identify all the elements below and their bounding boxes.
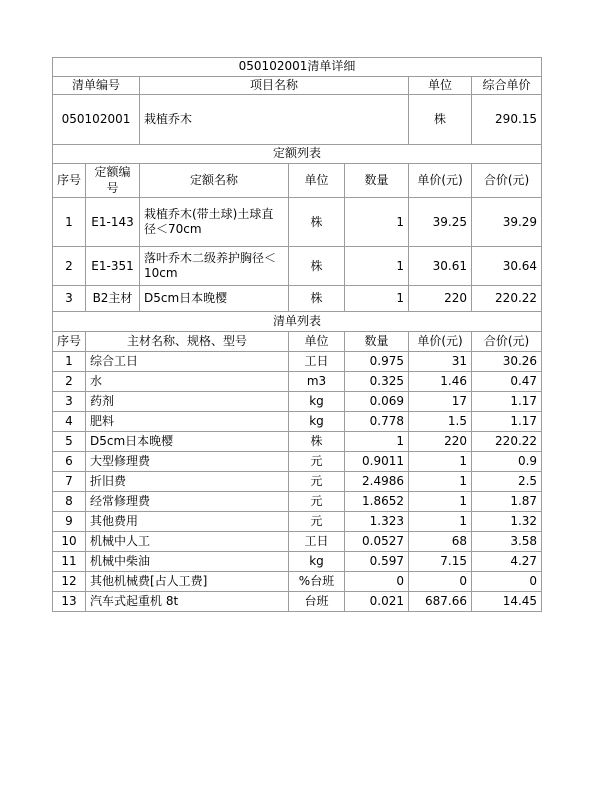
- material-table-row: [53, 532, 542, 552]
- quota-header-code: 定额编号: [86, 164, 140, 198]
- material-cell-index: 4: [53, 412, 86, 432]
- materials-rows-section: [53, 352, 542, 612]
- quota-cell-code: B2主材: [86, 286, 140, 312]
- table-row: [53, 332, 542, 352]
- material-cell-qty: 0.597: [345, 552, 409, 572]
- quota-cell-price: 30.61: [409, 247, 472, 286]
- material-cell-unit: 工日: [289, 532, 345, 552]
- quota-cell-qty: 1: [345, 247, 409, 286]
- material-cell-qty: 2.4986: [345, 472, 409, 492]
- quota-section-title: 定额列表: [53, 145, 542, 164]
- material-table-row: [53, 372, 542, 392]
- material-cell-index: 8: [53, 492, 86, 512]
- material-cell-total: 2.5: [472, 472, 542, 492]
- quota-cell-price: 220: [409, 286, 472, 312]
- quota-cell-price: 39.25: [409, 198, 472, 247]
- material-cell-total: 1.17: [472, 412, 542, 432]
- material-cell-name: 折旧费: [86, 472, 289, 492]
- material-cell-index: 13: [53, 592, 86, 612]
- material-cell-qty: 0.069: [345, 392, 409, 412]
- material-table-row: [53, 492, 542, 512]
- summary-header-name: 项目名称: [140, 76, 409, 95]
- material-cell-total: 1.32: [472, 512, 542, 532]
- quota-cell-code: E1-351: [86, 247, 140, 286]
- material-table-row: [53, 452, 542, 472]
- table-row: [53, 95, 542, 145]
- material-table-row: [53, 512, 542, 532]
- material-cell-unit: %台班: [289, 572, 345, 592]
- material-cell-qty: 0.9011: [345, 452, 409, 472]
- quota-table-row: [53, 286, 542, 312]
- materials-header-index: 序号: [53, 332, 86, 352]
- material-cell-qty: 0.0527: [345, 532, 409, 552]
- material-cell-qty: 1.323: [345, 512, 409, 532]
- summary-cell-code: 050102001: [53, 95, 140, 145]
- summary-header-code: 清单编号: [53, 76, 140, 95]
- quota-cell-unit: 株: [289, 247, 345, 286]
- material-cell-total: 0: [472, 572, 542, 592]
- material-cell-price: 1.5: [409, 412, 472, 432]
- quota-cell-total: 39.29: [472, 198, 542, 247]
- table-row: [53, 312, 542, 332]
- material-cell-price: 17: [409, 392, 472, 412]
- quota-cell-index: 3: [53, 286, 86, 312]
- material-cell-qty: 0.325: [345, 372, 409, 392]
- material-cell-index: 10: [53, 532, 86, 552]
- material-table-row: [53, 412, 542, 432]
- quota-table-row: [53, 247, 542, 286]
- material-cell-index: 2: [53, 372, 86, 392]
- material-cell-name: 其他机械费[占人工费]: [86, 572, 289, 592]
- quota-cell-index: 2: [53, 247, 86, 286]
- material-cell-total: 220.22: [472, 432, 542, 452]
- quota-cell-index: 1: [53, 198, 86, 247]
- quota-cell-unit: 株: [289, 198, 345, 247]
- material-cell-unit: 株: [289, 432, 345, 452]
- material-table-row: [53, 552, 542, 572]
- material-cell-total: 0.9: [472, 452, 542, 472]
- summary-section: [53, 58, 542, 198]
- material-cell-total: 1.87: [472, 492, 542, 512]
- table-row: [53, 76, 542, 95]
- material-cell-qty: 0.021: [345, 592, 409, 612]
- material-cell-index: 7: [53, 472, 86, 492]
- material-cell-name: 肥料: [86, 412, 289, 432]
- material-cell-name: 汽车式起重机 8t: [86, 592, 289, 612]
- material-cell-total: 4.27: [472, 552, 542, 572]
- material-table-row: [53, 352, 542, 372]
- material-cell-total: 3.58: [472, 532, 542, 552]
- material-table-row: [53, 592, 542, 612]
- table-row: [53, 145, 542, 164]
- material-cell-qty: 1.8652: [345, 492, 409, 512]
- material-cell-index: 12: [53, 572, 86, 592]
- quota-cell-code: E1-143: [86, 198, 140, 247]
- material-cell-index: 11: [53, 552, 86, 572]
- materials-header-total: 合价(元): [472, 332, 542, 352]
- material-cell-total: 14.45: [472, 592, 542, 612]
- material-cell-total: 1.17: [472, 392, 542, 412]
- material-cell-unit: 元: [289, 472, 345, 492]
- material-cell-unit: 台班: [289, 592, 345, 612]
- quota-cell-total: 220.22: [472, 286, 542, 312]
- material-cell-qty: 1: [345, 432, 409, 452]
- material-cell-name: 药剂: [86, 392, 289, 412]
- quota-cell-name: D5cm日本晚樱: [140, 286, 289, 312]
- material-cell-price: 220: [409, 432, 472, 452]
- quota-cell-qty: 1: [345, 198, 409, 247]
- quota-cell-total: 30.64: [472, 247, 542, 286]
- summary-cell-name: 栽植乔木: [140, 95, 409, 145]
- material-cell-name: 经常修理费: [86, 492, 289, 512]
- material-cell-name: 机械中柴油: [86, 552, 289, 572]
- material-cell-price: 1: [409, 472, 472, 492]
- material-cell-unit: kg: [289, 392, 345, 412]
- quota-rows-section: [53, 198, 542, 312]
- detail-table: [52, 57, 542, 612]
- material-cell-price: 1.46: [409, 372, 472, 392]
- material-cell-price: 1: [409, 492, 472, 512]
- material-cell-unit: 工日: [289, 352, 345, 372]
- quota-header-price: 单价(元): [409, 164, 472, 198]
- material-cell-unit: m3: [289, 372, 345, 392]
- material-cell-qty: 0: [345, 572, 409, 592]
- table-row: [53, 164, 542, 198]
- quota-cell-qty: 1: [345, 286, 409, 312]
- material-cell-price: 31: [409, 352, 472, 372]
- quota-cell-unit: 株: [289, 286, 345, 312]
- material-cell-unit: kg: [289, 552, 345, 572]
- material-table-row: [53, 472, 542, 492]
- material-cell-name: 水: [86, 372, 289, 392]
- material-cell-name: D5cm日本晚樱: [86, 432, 289, 452]
- material-table-row: [53, 392, 542, 412]
- material-cell-name: 大型修理费: [86, 452, 289, 472]
- quota-cell-name: 栽植乔木(带土球)土球直径＜70cm: [140, 198, 289, 247]
- summary-cell-price: 290.15: [472, 95, 542, 145]
- material-cell-price: 68: [409, 532, 472, 552]
- material-cell-total: 0.47: [472, 372, 542, 392]
- material-cell-unit: 元: [289, 452, 345, 472]
- quota-header-unit: 单位: [289, 164, 345, 198]
- material-cell-qty: 0.778: [345, 412, 409, 432]
- material-cell-price: 1: [409, 512, 472, 532]
- materials-header-unit: 单位: [289, 332, 345, 352]
- table-title: 050102001清单详细: [53, 58, 542, 77]
- materials-header-name: 主材名称、规格、型号: [86, 332, 289, 352]
- materials-section-title: 清单列表: [53, 312, 542, 332]
- material-cell-price: 687.66: [409, 592, 472, 612]
- summary-header-unit: 单位: [409, 76, 472, 95]
- material-cell-unit: 元: [289, 492, 345, 512]
- table-row: [53, 58, 542, 77]
- quota-cell-name: 落叶乔木二级养护胸径＜10cm: [140, 247, 289, 286]
- quota-header-index: 序号: [53, 164, 86, 198]
- material-cell-total: 30.26: [472, 352, 542, 372]
- material-cell-qty: 0.975: [345, 352, 409, 372]
- materials-header-qty: 数量: [345, 332, 409, 352]
- material-cell-price: 1: [409, 452, 472, 472]
- material-table-row: [53, 432, 542, 452]
- material-cell-price: 7.15: [409, 552, 472, 572]
- quota-table-row: [53, 198, 542, 247]
- material-cell-name: 机械中人工: [86, 532, 289, 552]
- summary-cell-unit: 株: [409, 95, 472, 145]
- materials-header-section: [53, 312, 542, 352]
- material-cell-index: 9: [53, 512, 86, 532]
- summary-header-price: 综合单价: [472, 76, 542, 95]
- material-table-row: [53, 572, 542, 592]
- material-cell-price: 0: [409, 572, 472, 592]
- quota-header-name: 定额名称: [140, 164, 289, 198]
- material-cell-index: 5: [53, 432, 86, 452]
- material-cell-name: 其他费用: [86, 512, 289, 532]
- material-cell-name: 综合工日: [86, 352, 289, 372]
- quota-header-qty: 数量: [345, 164, 409, 198]
- material-cell-index: 1: [53, 352, 86, 372]
- material-cell-index: 3: [53, 392, 86, 412]
- quota-header-total: 合价(元): [472, 164, 542, 198]
- material-cell-index: 6: [53, 452, 86, 472]
- materials-header-price: 单价(元): [409, 332, 472, 352]
- material-cell-unit: kg: [289, 412, 345, 432]
- material-cell-unit: 元: [289, 512, 345, 532]
